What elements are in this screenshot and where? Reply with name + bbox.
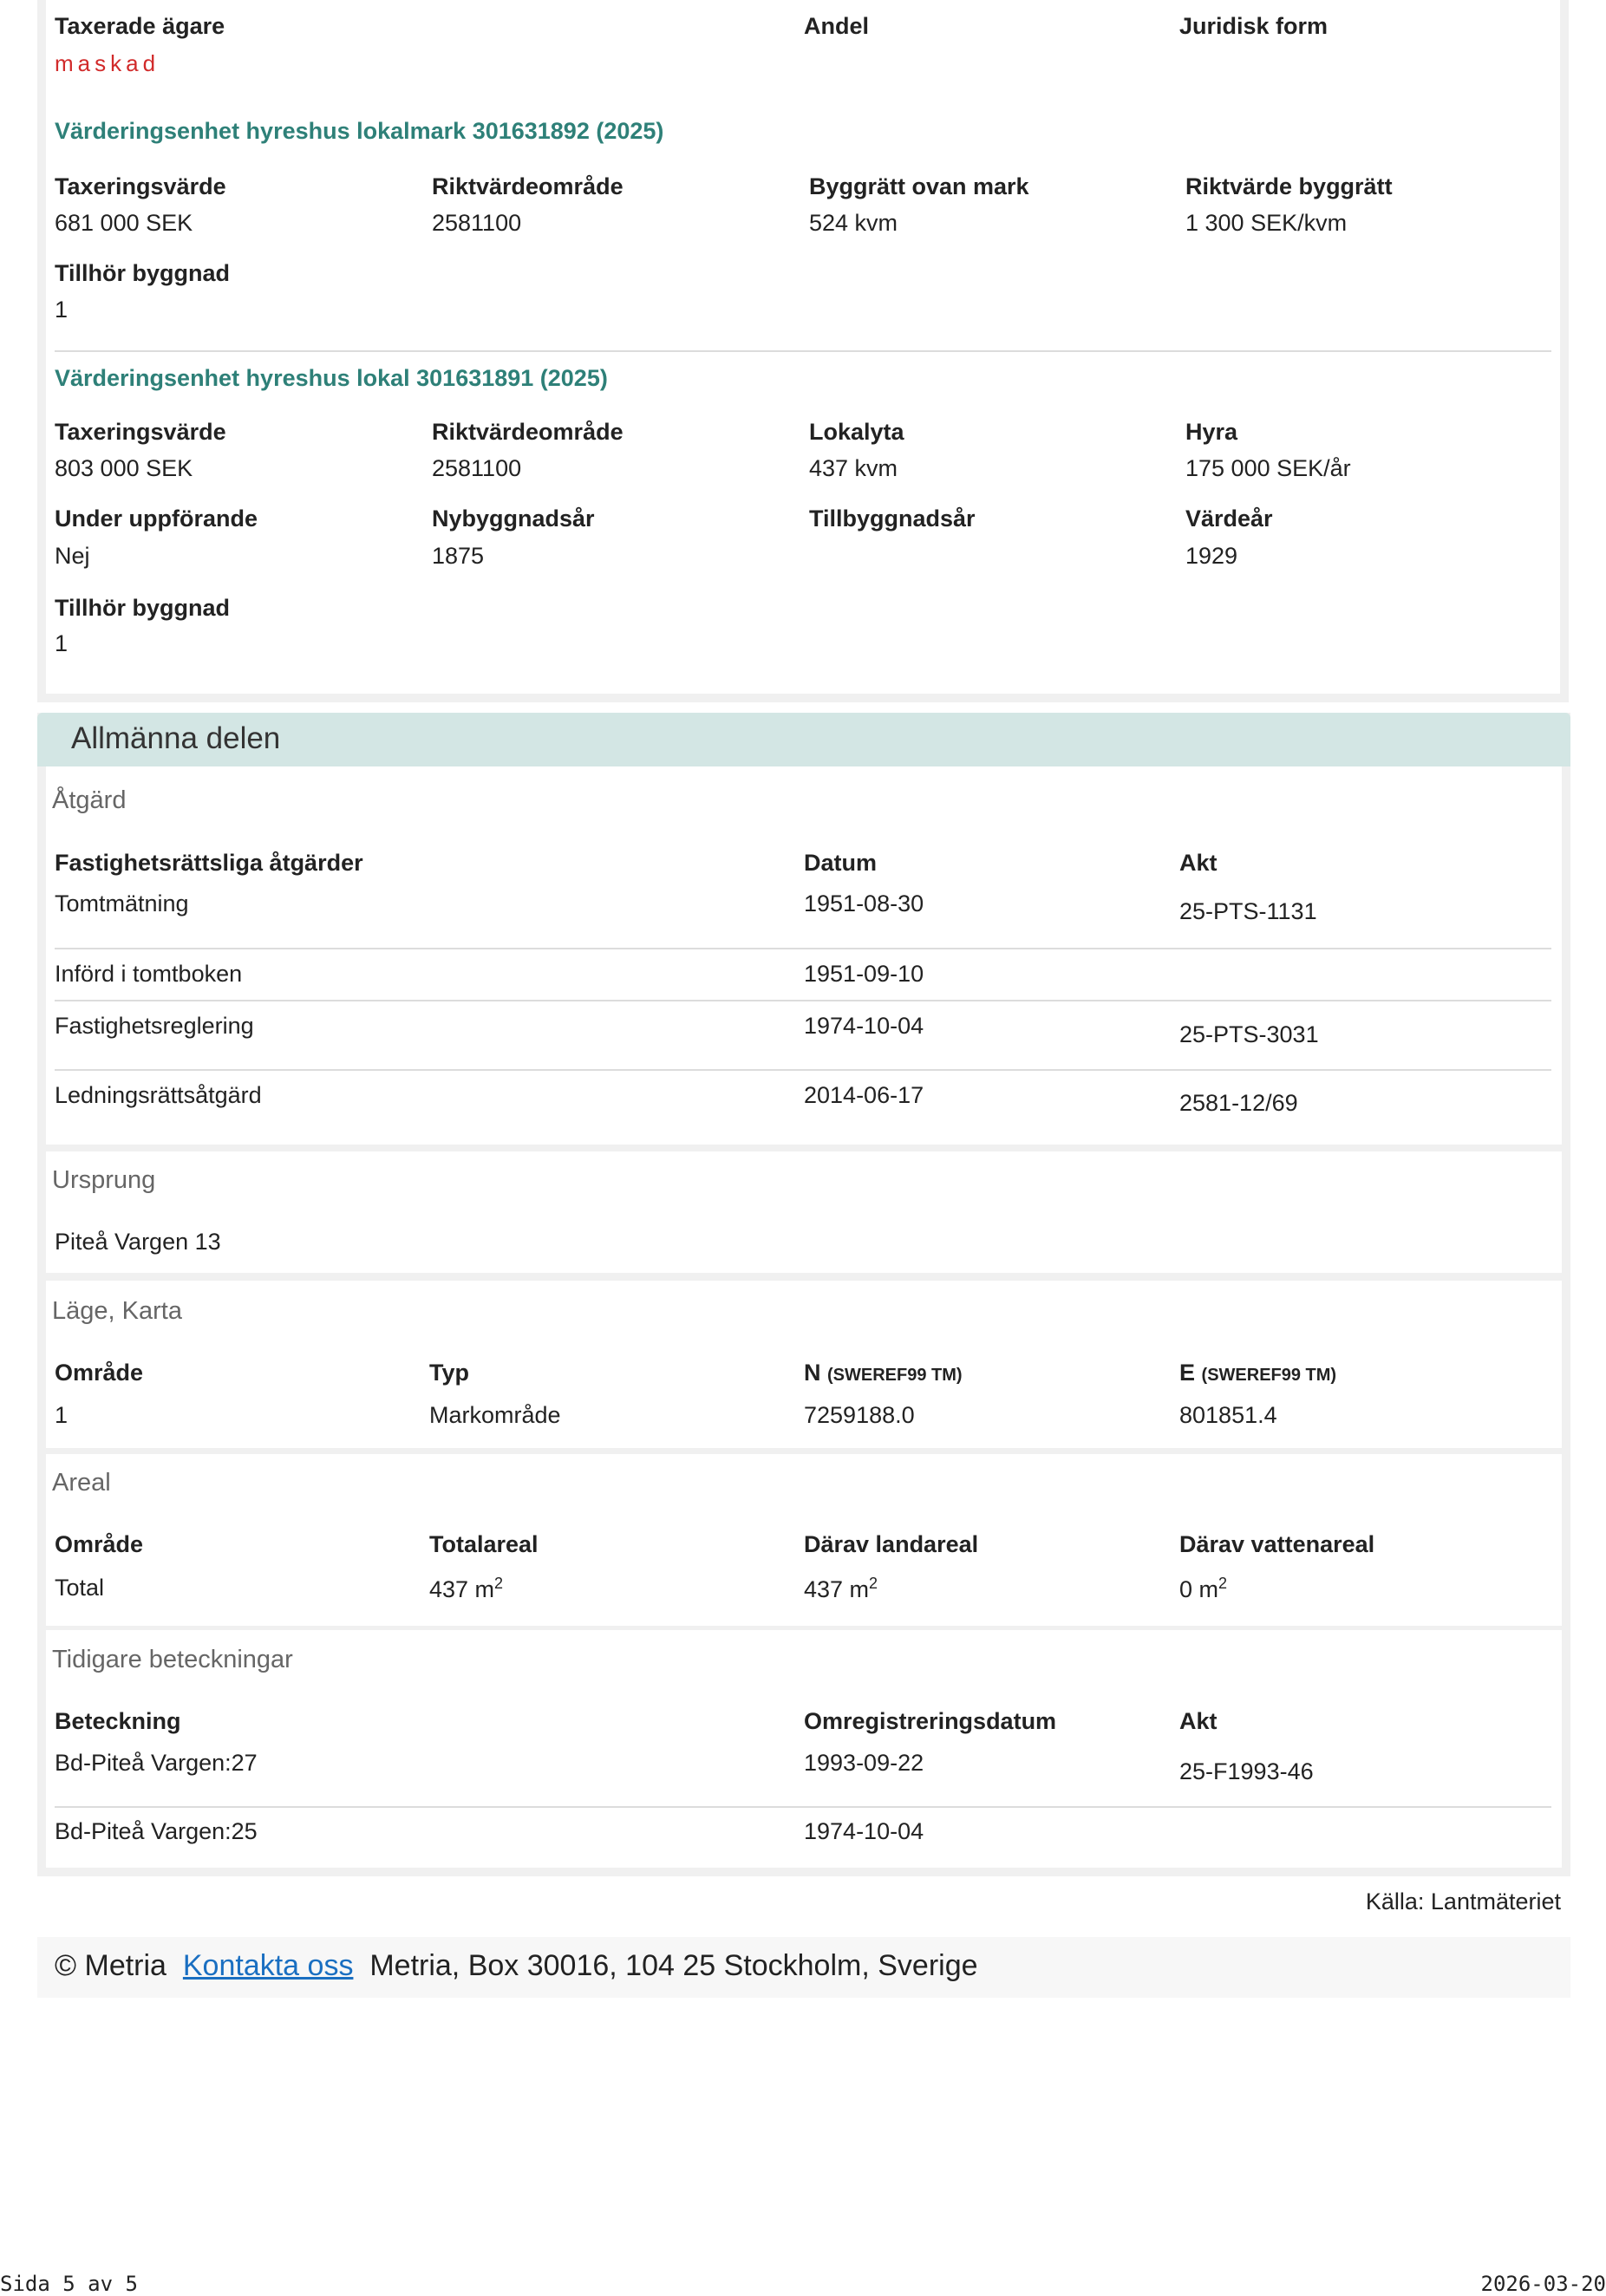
- unit2-belongs-label: Tillhör byggnad: [55, 595, 230, 622]
- location-header-n: N (SWEREF99 TM): [804, 1360, 963, 1386]
- origin-section-title: Ursprung: [52, 1166, 155, 1195]
- share-header: Andel: [804, 13, 869, 40]
- footer-content: [55, 1949, 978, 1983]
- action-header: Fastighetsrättsliga åtgärder: [55, 850, 363, 877]
- general-panel-title: Allmänna delen: [71, 721, 280, 756]
- location-header: Typ: [429, 1360, 469, 1386]
- unit2-belongs-value: 1: [55, 630, 68, 657]
- unit1-value: 524 kvm: [809, 210, 898, 237]
- divider: [55, 1806, 1551, 1808]
- divider: [55, 350, 1551, 352]
- area-header: Därav vattenareal: [1179, 1531, 1374, 1558]
- previous-header: Omregistreringsdatum: [804, 1708, 1056, 1735]
- unit1-belongs-value: 1: [55, 297, 68, 323]
- location-value: 801851.4: [1179, 1402, 1277, 1429]
- previous-row-date: 1974-10-04: [804, 1818, 924, 1845]
- unit2-value: Nej: [55, 543, 90, 570]
- unit2-label: Tillbyggnadsår: [809, 506, 976, 532]
- unit1-label: Byggrätt ovan mark: [809, 173, 1029, 200]
- location-header: Område: [55, 1360, 143, 1386]
- area-header: Område: [55, 1531, 143, 1558]
- action-row-name: Tomtmätning: [55, 890, 189, 917]
- unit1-title: Värderingsenhet hyreshus lokalmark 301631892 (2025): [55, 118, 663, 145]
- print-date: 2026-03-20: [1481, 2272, 1606, 2296]
- unit1-label: Riktvärdeområde: [432, 173, 623, 200]
- area-value: 0 $m^2$: [1179, 1575, 1227, 1603]
- unit2-label: Lokalyta: [809, 419, 904, 446]
- copyright: © Metria: [55, 1949, 166, 1982]
- footer-address: Metria, Box 30016, 104 25 Stockholm, Sverige: [369, 1949, 977, 1982]
- area-header: Totalareal: [429, 1531, 539, 1558]
- action-row-name: Införd i tomtboken: [55, 961, 242, 988]
- location-header-e: E (SWEREF99 TM): [1179, 1360, 1336, 1386]
- location-section-title: Läge, Karta: [52, 1297, 182, 1326]
- unit1-value: 1 300 SEK/kvm: [1185, 210, 1347, 237]
- location-value: 7259188.0: [804, 1402, 915, 1429]
- action-row-akt: 25-PTS-3031: [1179, 1021, 1319, 1048]
- unit2-value: 803 000 SEK: [55, 455, 193, 482]
- legal-form-header: Juridisk form: [1179, 13, 1328, 40]
- action-row-name: Ledningsrättsåtgärd: [55, 1082, 262, 1109]
- contact-link[interactable]: Kontakta oss: [183, 1949, 354, 1982]
- area-value: 437 $m^2$: [429, 1575, 503, 1603]
- action-row-date: 2014-06-17: [804, 1082, 924, 1109]
- page-number: Sida 5 av 5: [0, 2272, 138, 2296]
- unit1-label: Riktvärde byggrätt: [1185, 173, 1393, 200]
- origin-value: Piteå Vargen 13: [55, 1229, 221, 1256]
- unit2-title: Värderingsenhet hyreshus lokal 301631891 (2025): [55, 365, 608, 392]
- unit1-belongs-label: Tillhör byggnad: [55, 260, 230, 287]
- previous-row-date: 1993-09-22: [804, 1750, 924, 1777]
- origin-card: [46, 1151, 1562, 1273]
- unit2-value: 1875: [432, 543, 484, 570]
- unit1-label: Taxeringsvärde: [55, 173, 226, 200]
- unit1-value: 681 000 SEK: [55, 210, 193, 237]
- action-header: Akt: [1179, 850, 1218, 877]
- divider: [55, 1000, 1551, 1001]
- previous-header: Akt: [1179, 1708, 1218, 1735]
- source-label: Källa: Lantmäteriet: [1366, 1888, 1561, 1915]
- action-row-date: 1951-08-30: [804, 890, 924, 917]
- unit1-value: 2581100: [432, 210, 521, 237]
- owner-name-masked: maskad: [55, 50, 160, 77]
- action-header: Datum: [804, 850, 877, 877]
- unit2-label: Hyra: [1185, 419, 1237, 446]
- action-row-name: Fastighetsreglering: [55, 1013, 254, 1040]
- previous-row-akt: 25-F1993-46: [1179, 1758, 1314, 1785]
- area-value: 437 $m^2$: [804, 1575, 878, 1603]
- divider: [55, 948, 1551, 949]
- owner-header: Taxerade ägare: [55, 13, 225, 40]
- action-row-akt: 25-PTS-1131: [1179, 898, 1317, 925]
- previous-row-name: Bd-Piteå Vargen:25: [55, 1818, 258, 1845]
- unit2-label: Riktvärdeområde: [432, 419, 623, 446]
- unit2-value: 175 000 SEK/år: [1185, 455, 1351, 482]
- unit2-label: Nybyggnadsår: [432, 506, 595, 532]
- action-row-date: 1951-09-10: [804, 961, 924, 988]
- previous-header: Beteckning: [55, 1708, 181, 1735]
- unit2-value: 2581100: [432, 455, 521, 482]
- divider: [55, 1069, 1551, 1071]
- unit2-label: Värdeår: [1185, 506, 1273, 532]
- area-header: Därav landareal: [804, 1531, 978, 1558]
- location-value: 1: [55, 1402, 68, 1429]
- unit2-value: 437 kvm: [809, 455, 898, 482]
- area-section-title: Areal: [52, 1469, 111, 1497]
- unit2-label: Taxeringsvärde: [55, 419, 226, 446]
- unit2-value: 1929: [1185, 543, 1237, 570]
- action-section-title: Åtgärd: [52, 786, 126, 815]
- action-row-akt: 2581-12/69: [1179, 1090, 1298, 1117]
- previous-section-title: Tidigare beteckningar: [52, 1646, 293, 1674]
- unit2-label: Under uppförande: [55, 506, 258, 532]
- location-value: Markområde: [429, 1402, 561, 1429]
- action-row-date: 1974-10-04: [804, 1013, 924, 1040]
- previous-row-name: Bd-Piteå Vargen:27: [55, 1750, 258, 1777]
- area-value: Total: [55, 1575, 104, 1601]
